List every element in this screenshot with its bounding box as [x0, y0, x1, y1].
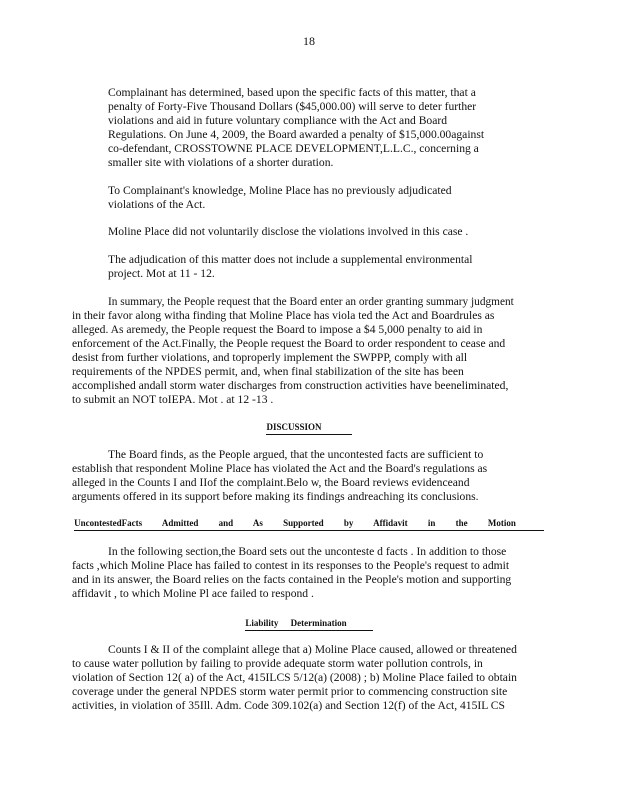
paragraph-voluntary-disclosure	[108, 225, 518, 239]
section-heading-liability	[0, 617, 618, 631]
text-line: Regulations. On June 4, 2009, the Board awarded a penalty of $15,000.00against	[108, 128, 485, 141]
text-line: Counts I & II of the complaint allege that a) Moline Place caused, allowed or threatened	[108, 643, 517, 656]
text-line: activities, in violation of 35Ill. Adm. Code 309.102(a) and Section 12(f) of the Act, 415IL CS	[72, 699, 505, 712]
page-number: 18	[303, 34, 315, 48]
text-line: In the following section,the Board sets out the unconteste d facts . In addition to those	[108, 545, 507, 558]
text-line: in their favor along witha finding that Moline Place has viola ted the Act and Boardrules as	[72, 309, 495, 322]
text-line: violations of the Act.	[108, 198, 206, 211]
text-line: enforcement of the Act.Finally, the People request the Board to order respondent to cease and	[72, 337, 506, 350]
section-heading-uncontested-facts	[0, 517, 618, 531]
text-line: to cause water pollution by failing to provide adequate storm water pollution controls, in	[72, 657, 483, 670]
text-line: alleged in the Counts I and IIof the complaint.Belo w, the Board reviews evidenceand	[72, 476, 470, 489]
text-line: smaller site with violations of a shorter duration.	[108, 156, 334, 169]
text-line: and in its answer, the Board relies on the facts contained in the People's motion and supporting	[72, 573, 512, 586]
section-heading-discussion	[0, 421, 618, 435]
text-line: violations and aid in future voluntary compliance with the Act and Board	[108, 114, 448, 127]
text-line: The Board finds, as the People argued, that the uncontested facts are sufficient to	[108, 448, 484, 461]
paragraph-sep	[108, 253, 518, 281]
paragraph-board-finds	[72, 448, 518, 504]
text-line: facts ,which Moline Place has failed to contest in its responses to the People's request to admit	[72, 559, 510, 572]
text-line: project. Mot at 11 - 12.	[108, 267, 215, 280]
paragraph-counts	[72, 643, 518, 713]
text-line: affidavit , to which Moline Pl ace failed to respond .	[72, 587, 314, 600]
text-line: requirements of the NPDES permit, and, when final stabilization of the site has been	[72, 365, 464, 378]
heading-text: UncontestedFacts Admitted and As Supported by Affidavit in the Motion	[74, 517, 544, 531]
text-line: co-defendant, CROSSTOWNE PLACE DEVELOPMENT,L.L.C., concerning a	[108, 142, 479, 155]
heading-text: Liability Determination	[245, 617, 372, 631]
text-line: violation of Section 12( a) of the Act, 415ILCS 5/12(a) (2008) ; b) Moline Place failed to obtain	[72, 671, 517, 684]
text-line: accomplished andall storm water discharges from construction activities have beeneliminated,	[72, 379, 509, 392]
text-line: To Complainant's knowledge, Moline Place has no previously adjudicated	[108, 184, 452, 197]
text-line: to submit an NOT toIEPA. Mot . at 12 -13 .	[72, 393, 274, 406]
paragraph-prior-violations	[108, 184, 518, 212]
text-line: penalty of Forty-Five Thousand Dollars ($45,000.00) will serve to deter further	[108, 100, 477, 113]
text-line: The adjudication of this matter does not include a supplemental environmental	[108, 253, 473, 266]
text-line: establish that respondent Moline Place has violated the Act and the Board's regulations as	[72, 462, 488, 475]
text-line: Complainant has determined, based upon the specific facts of this matter, that a	[108, 86, 476, 99]
text-line: In summary, the People request that the Board enter an order granting summary judgment	[108, 296, 514, 308]
text-line: coverage under the general NPDES storm water permit prior to commencing construction site	[72, 685, 508, 698]
heading-text: DISCUSSION	[266, 421, 351, 435]
paragraph-summary	[72, 295, 518, 407]
text-line: alleged. As aremedy, the People request the Board to impose a $4 5,000 penalty to aid in	[72, 323, 483, 336]
text-line: desist from further violations, and toproperly implement the SWPPP, comply with all	[72, 351, 468, 364]
text-line: arguments offered in its support before making its findings andreaching its conclusions.	[72, 490, 479, 503]
paragraph-following-section	[72, 545, 518, 601]
paragraph-penalty-determination	[108, 86, 518, 170]
text-line: Moline Place did not voluntarily disclose the violations involved in this case .	[108, 225, 469, 238]
